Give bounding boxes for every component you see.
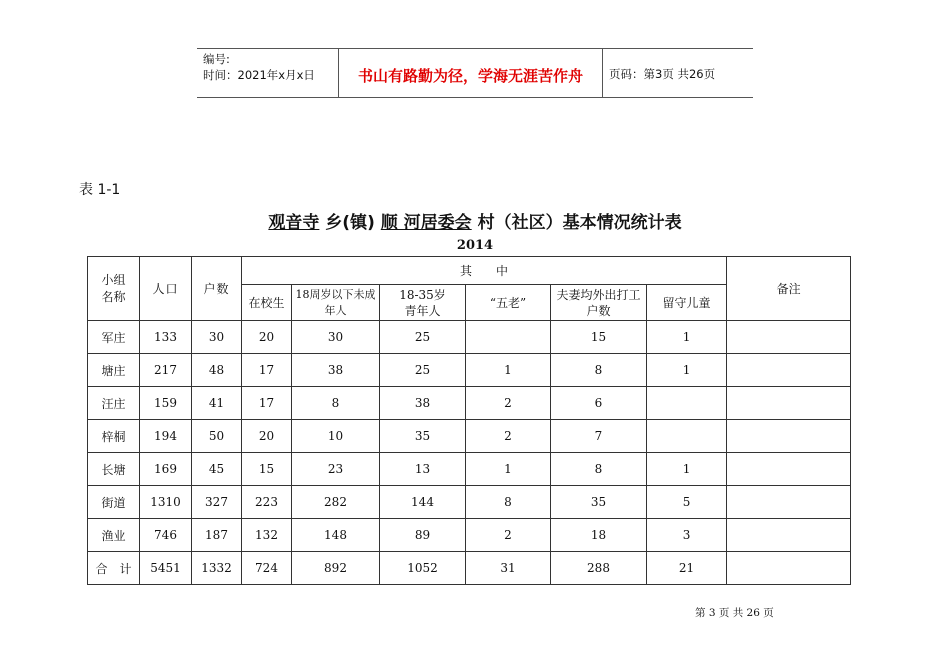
cell-households: 41 bbox=[192, 387, 242, 420]
cell-elders: 8 bbox=[466, 486, 551, 519]
number-label: 编号: bbox=[203, 52, 230, 66]
document-header bbox=[197, 48, 753, 98]
cell-minors: 38 bbox=[292, 354, 380, 387]
cell-remark bbox=[727, 354, 851, 387]
table-row bbox=[88, 486, 851, 519]
cell-name: 合 计 bbox=[88, 552, 140, 585]
cell-name: 汪庄 bbox=[88, 387, 140, 420]
col-population: 人口 bbox=[140, 257, 192, 321]
cell-name: 渔业 bbox=[88, 519, 140, 552]
header-meta bbox=[203, 51, 315, 83]
cell-youth: 144 bbox=[380, 486, 466, 519]
col-minors: 18周岁以下未成年人 bbox=[292, 285, 380, 321]
cell-students: 724 bbox=[242, 552, 292, 585]
col-elders: “五老” bbox=[466, 285, 551, 321]
title-township-suffix: 乡(镇) bbox=[319, 213, 381, 233]
cell-migrant: 288 bbox=[551, 552, 647, 585]
cell-minors: 892 bbox=[292, 552, 380, 585]
cell-youth: 25 bbox=[380, 354, 466, 387]
col-remarks: 备注 bbox=[727, 257, 851, 321]
table-row bbox=[88, 387, 851, 420]
col-among: 其 中 bbox=[242, 257, 727, 285]
cell-population: 746 bbox=[140, 519, 192, 552]
cell-minors: 23 bbox=[292, 453, 380, 486]
cell-migrant: 35 bbox=[551, 486, 647, 519]
cell-migrant: 8 bbox=[551, 354, 647, 387]
cell-students: 15 bbox=[242, 453, 292, 486]
cell-population: 1310 bbox=[140, 486, 192, 519]
cell-households: 45 bbox=[192, 453, 242, 486]
cell-households: 187 bbox=[192, 519, 242, 552]
page-title bbox=[0, 208, 950, 233]
cell-minors: 282 bbox=[292, 486, 380, 519]
cell-remark bbox=[727, 519, 851, 552]
cell-youth: 89 bbox=[380, 519, 466, 552]
table-row bbox=[88, 354, 851, 387]
table-row bbox=[88, 519, 851, 552]
cell-elders: 2 bbox=[466, 420, 551, 453]
col-households: 户数 bbox=[192, 257, 242, 321]
cell-remark bbox=[727, 387, 851, 420]
time-label: 时间：2021年x月x日 bbox=[203, 68, 315, 82]
cell-left-behind: 1 bbox=[647, 321, 727, 354]
cell-left-behind: 1 bbox=[647, 354, 727, 387]
table-row bbox=[88, 420, 851, 453]
cell-elders: 1 bbox=[466, 453, 551, 486]
cell-households: 30 bbox=[192, 321, 242, 354]
cell-households: 1332 bbox=[192, 552, 242, 585]
cell-population: 159 bbox=[140, 387, 192, 420]
cell-name: 长塘 bbox=[88, 453, 140, 486]
cell-students: 17 bbox=[242, 387, 292, 420]
cell-left-behind: 5 bbox=[647, 486, 727, 519]
cell-migrant: 8 bbox=[551, 453, 647, 486]
cell-elders: 31 bbox=[466, 552, 551, 585]
total-row bbox=[88, 552, 851, 585]
title-suffix: 村（社区）基本情况统计表 bbox=[471, 213, 682, 233]
table-number: 表 1-1 bbox=[79, 182, 121, 198]
cell-students: 132 bbox=[242, 519, 292, 552]
cell-students: 223 bbox=[242, 486, 292, 519]
cell-remark bbox=[727, 420, 851, 453]
cell-youth: 25 bbox=[380, 321, 466, 354]
col-students: 在校生 bbox=[242, 285, 292, 321]
cell-remark bbox=[727, 321, 851, 354]
statistics-table bbox=[87, 256, 851, 585]
col-youth: 18-35岁青年人 bbox=[380, 285, 466, 321]
col-migrant-households: 夫妻均外出打工户数 bbox=[551, 285, 647, 321]
cell-households: 327 bbox=[192, 486, 242, 519]
cell-households: 50 bbox=[192, 420, 242, 453]
header-motto: 书山有路勤为径，学海无涯苦作舟 bbox=[357, 67, 583, 85]
cell-elders: 2 bbox=[466, 387, 551, 420]
col-group-name: 小组名称 bbox=[88, 257, 140, 321]
cell-migrant: 18 bbox=[551, 519, 647, 552]
cell-youth: 35 bbox=[380, 420, 466, 453]
title-community: 顺 河居委会 bbox=[380, 213, 472, 233]
cell-youth: 1052 bbox=[380, 552, 466, 585]
cell-left-behind bbox=[647, 420, 727, 453]
cell-households: 48 bbox=[192, 354, 242, 387]
table-row bbox=[88, 321, 851, 354]
cell-left-behind: 3 bbox=[647, 519, 727, 552]
cell-youth: 13 bbox=[380, 453, 466, 486]
cell-students: 17 bbox=[242, 354, 292, 387]
cell-elders: 1 bbox=[466, 354, 551, 387]
table-row bbox=[88, 453, 851, 486]
cell-name: 塘庄 bbox=[88, 354, 140, 387]
cell-youth: 38 bbox=[380, 387, 466, 420]
header-row bbox=[88, 257, 851, 285]
cell-elders: 2 bbox=[466, 519, 551, 552]
cell-minors: 8 bbox=[292, 387, 380, 420]
cell-migrant: 15 bbox=[551, 321, 647, 354]
cell-name: 街道 bbox=[88, 486, 140, 519]
cell-population: 169 bbox=[140, 453, 192, 486]
report-year: 2014 bbox=[456, 238, 494, 253]
cell-migrant: 6 bbox=[551, 387, 647, 420]
cell-minors: 148 bbox=[292, 519, 380, 552]
cell-remark bbox=[727, 552, 851, 585]
cell-population: 133 bbox=[140, 321, 192, 354]
page-footer: 第 3 页 共 26 页 bbox=[695, 607, 774, 619]
cell-left-behind: 1 bbox=[647, 453, 727, 486]
cell-remark bbox=[727, 453, 851, 486]
cell-population: 217 bbox=[140, 354, 192, 387]
title-township: 观音寺 bbox=[268, 213, 320, 233]
cell-name: 军庄 bbox=[88, 321, 140, 354]
cell-population: 5451 bbox=[140, 552, 192, 585]
cell-remark bbox=[727, 486, 851, 519]
cell-students: 20 bbox=[242, 420, 292, 453]
cell-left-behind bbox=[647, 387, 727, 420]
cell-students: 20 bbox=[242, 321, 292, 354]
cell-left-behind: 21 bbox=[647, 552, 727, 585]
cell-population: 194 bbox=[140, 420, 192, 453]
page-label: 页码：第3页 共26页 bbox=[609, 67, 716, 81]
cell-name: 梓桐 bbox=[88, 420, 140, 453]
cell-migrant: 7 bbox=[551, 420, 647, 453]
col-left-behind-children: 留守儿童 bbox=[647, 285, 727, 321]
header-divider bbox=[602, 49, 603, 97]
cell-minors: 10 bbox=[292, 420, 380, 453]
cell-minors: 30 bbox=[292, 321, 380, 354]
cell-elders bbox=[466, 321, 551, 354]
